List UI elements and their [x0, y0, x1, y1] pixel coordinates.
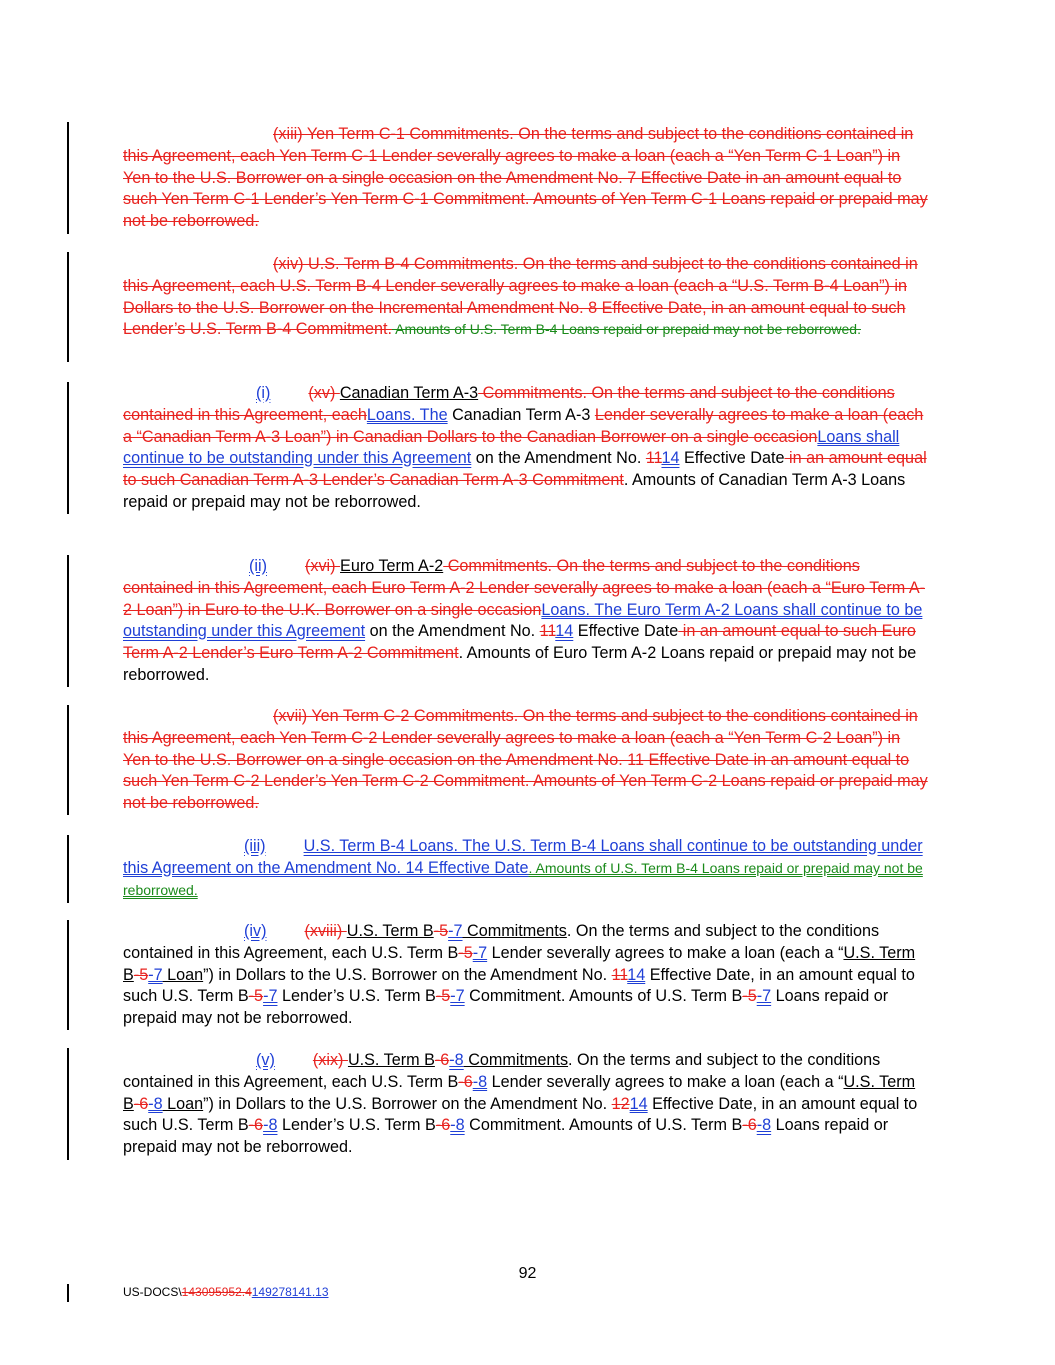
- paragraph-us-term-b4-loans: [123, 836, 928, 901]
- deleted-heading: (xiii) Yen Term C-1 Commitments: [273, 125, 510, 143]
- inserted-text: Loans shall continue to be outstanding under this Agreement: [123, 427, 900, 468]
- page-number: 92: [518, 1265, 537, 1282]
- deleted-number: (xv): [308, 384, 340, 402]
- deleted-number: (xvi): [304, 557, 341, 575]
- inserted-text: Loans. The Euro Term A-2 Loans shall continue to be outstanding under this Agreement: [123, 600, 923, 641]
- defined-term: U.S. Term B: [123, 1072, 916, 1113]
- body-text: Lender’s U.S. Term B: [277, 1116, 436, 1135]
- paragraph-yen-term-c2: [123, 706, 928, 815]
- change-bar: [67, 1048, 69, 1160]
- deleted-text: . On the terms and subject to the conditions contained in this Agreement, each Yen Term C-2 Lender severally agrees to make a loan (each a “Yen Term C-2 Loan”) in Yen to the U.S. Borrower on a single occasion on the Amendment No. 11 Effective Date in an amount equal to such Yen Term C-2 Lender’s Yen Term C-2 Commitment. Amounts of Yen Term C-2 Loans repaid or prepaid may not be reborrowed.: [123, 707, 928, 813]
- deleted-heading: (xvii) Yen Term C-2 Commitments: [273, 707, 514, 725]
- section-title: Commitments: [463, 1051, 569, 1069]
- body-text: . Amounts of Euro Term A-2 Loans repaid or prepaid may not be reborrowed.: [123, 644, 917, 684]
- deleted-amendment-number: 11: [539, 622, 556, 641]
- body-text: Loans repaid or prepaid may not be reborrowed.: [123, 987, 889, 1028]
- body-text: Lender’s U.S. Term B: [277, 987, 436, 1006]
- deleted-text: . On the terms and subject to the conditions contained in this Agreement, each U.S. Term B-4 Lender severally agrees to make a loan (each a “U.S. Term B-4 Loan”) in Dollars to the U.S. Borrower on the Incremental Amendment No. 8 Effective Date, in an amount equal to such Lender’s U.S. Term B-4 Commitment.: [123, 255, 918, 339]
- change-bar: [67, 122, 69, 234]
- deleted-tranche: -5: [133, 965, 149, 984]
- body-text: Effective Date: [573, 622, 679, 641]
- deleted-tranche: -5: [742, 987, 757, 1006]
- defined-term: Loan: [162, 965, 204, 984]
- moved-from-text: Amounts of U.S. Term B-4 Loans repaid or prepaid may not be reborrowed.: [391, 321, 861, 338]
- change-bar: [67, 835, 69, 903]
- deleted-number: (xviii): [304, 922, 347, 940]
- body-text: . Amounts of Canadian Term A-3 Loans repaid or prepaid may not be reborrowed.: [123, 471, 906, 511]
- section-title: Commitments: [462, 922, 567, 940]
- inserted-tranche: -7: [448, 922, 463, 940]
- inserted-amendment-number: 14: [661, 449, 680, 468]
- body-text: Canadian Term A-3: [447, 405, 595, 424]
- deleted-tranche: -5: [433, 922, 449, 940]
- deleted-text: Lender severally agrees to make a loan (each a “Canadian Term A-3 Loan”) in Canadian Dollars to the Canadian Borrower on a single occasion: [123, 405, 924, 446]
- section-number: (iii): [244, 837, 266, 855]
- body-text: ”) in Dollars to the U.S. Borrower on the Amendment No.: [203, 965, 612, 984]
- inserted-text: Loans. The: [366, 405, 448, 424]
- deleted-text: Commitments. On the terms and subject to the conditions contained in this Agreement, each Euro Term A-2 Lender severally agrees to make a loan (each a “Euro Term A-2 Loan”) in Euro to the U.K. Borrower on a single occasion: [123, 557, 926, 619]
- deleted-tranche: -5: [248, 987, 264, 1006]
- inserted-tranche: -7: [756, 987, 772, 1006]
- inserted-tranche: -8: [449, 1051, 464, 1069]
- change-bar: [67, 1284, 69, 1302]
- body-text: Loans repaid or prepaid may not be reborrowed.: [123, 1116, 889, 1157]
- inserted-tranche: -8: [450, 1116, 465, 1135]
- inserted-tranche: -8: [263, 1116, 278, 1135]
- deleted-tranche: -6: [742, 1116, 757, 1135]
- inserted-tranche: -7: [148, 965, 163, 984]
- section-number: (iv): [244, 922, 267, 940]
- inserted-amendment-number: 14: [627, 965, 646, 984]
- deleted-amendment-number: 11: [645, 449, 662, 468]
- inserted-tranche: -8: [472, 1072, 488, 1091]
- deleted-tranche: -5: [458, 943, 473, 962]
- moved-to-text: . Amounts of U.S. Term B-4 Loans repaid or prepaid may not be reborrowed.: [123, 859, 923, 898]
- inserted-text: U.S. Term B-4 Loans. The U.S. Term B-4 Loans shall continue to be outstanding under this Agreement on the Amendment No. 14 Effective Date: [123, 837, 923, 877]
- paragraph-canadian-term-a3: [123, 383, 928, 514]
- deleted-tranche: -6: [248, 1116, 264, 1135]
- footer-prefix: US-DOCS\: [123, 1285, 182, 1299]
- body-text: . On the terms and subject to the conditions contained in this Agreement, each U.S. Term B: [123, 922, 880, 962]
- paragraph-us-term-b7: [123, 921, 928, 1030]
- body-text: Effective Date: [679, 449, 785, 468]
- section-title: Canadian Term A-3: [339, 384, 479, 402]
- paragraph-yen-term-c1: [123, 124, 928, 233]
- deleted-text: in an amount equal to such Canadian Term A-3 Lender’s Canadian Term A-3 Commitment: [123, 449, 927, 490]
- deleted-amendment-number: 11: [611, 965, 628, 984]
- deleted-tranche: -6: [435, 1116, 451, 1135]
- deleted-tranche: -5: [435, 987, 451, 1006]
- paragraph-us-term-b4-commitments: [123, 254, 928, 341]
- body-text: Lender severally agrees to make a loan (each a “: [487, 943, 844, 962]
- body-text: ”) in Dollars to the U.S. Borrower on the Amendment No.: [203, 1094, 612, 1113]
- deleted-document-id: 143095952.4: [181, 1285, 252, 1299]
- deleted-amendment-number: 12: [611, 1094, 630, 1113]
- change-bar: [67, 555, 69, 687]
- section-number: (i): [256, 384, 271, 402]
- deleted-text: in an amount equal to such Euro Term A-2 Lender’s Euro Term A-2 Commitment: [123, 622, 916, 663]
- document-id-footer: [123, 1285, 329, 1299]
- deleted-text: . On the terms and subject to the conditions contained in this Agreement, each Yen Term C-1 Lender severally agrees to make a loan (each a “Yen Term C-1 Loan”) in Yen to the U.S. Borrower on a single occasion on the Amendment No. 7 Effective Date in an amount equal to such Yen Term C-1 Lender’s Yen Term C-1 Commitment. Amounts of Yen Term C-1 Loans repaid or prepaid may not be reborrowed.: [123, 125, 928, 231]
- change-bar: [67, 382, 69, 514]
- inserted-amendment-number: 14: [629, 1094, 648, 1113]
- inserted-document-id: 149278141.13: [251, 1285, 329, 1299]
- paragraph-euro-term-a2: [123, 556, 928, 687]
- deleted-tranche: -6: [133, 1094, 149, 1113]
- deleted-heading: (xiv) U.S. Term B-4 Commitments: [273, 255, 514, 273]
- inserted-tranche: -8: [148, 1094, 163, 1113]
- deleted-tranche: -6: [458, 1072, 473, 1091]
- body-text: on the Amendment No.: [471, 449, 646, 468]
- defined-term: U.S. Term B: [123, 943, 916, 984]
- defined-term: Loan: [162, 1094, 204, 1113]
- section-title: Euro Term A-2: [340, 557, 444, 575]
- body-text: Effective Date, in an amount equal to such U.S. Term B: [123, 965, 915, 1006]
- inserted-tranche: -7: [263, 987, 278, 1006]
- paragraph-us-term-b8: [123, 1050, 928, 1159]
- inserted-tranche: -7: [450, 987, 465, 1006]
- body-text: Commitment. Amounts of U.S. Term B: [464, 1116, 743, 1135]
- deleted-tranche: -6: [434, 1051, 450, 1069]
- section-number: (ii): [249, 557, 267, 575]
- body-text: Commitment. Amounts of U.S. Term B: [464, 987, 743, 1006]
- section-title: U.S. Term B: [347, 1051, 435, 1069]
- section-number: (v): [256, 1051, 275, 1069]
- inserted-tranche: -8: [756, 1116, 772, 1135]
- change-bar: [67, 705, 69, 815]
- body-text: Lender severally agrees to make a loan (each a “: [487, 1072, 844, 1091]
- change-bar: [67, 920, 69, 1030]
- body-text: on the Amendment No.: [365, 622, 540, 641]
- section-title: U.S. Term B: [346, 922, 434, 940]
- inserted-amendment-number: 14: [555, 622, 574, 641]
- change-bar: [67, 252, 69, 362]
- inserted-tranche: -7: [472, 943, 488, 962]
- body-text: Effective Date, in an amount equal to such U.S. Term B: [123, 1094, 918, 1135]
- body-text: . On the terms and subject to the conditions contained in this Agreement, each U.S. Term B: [123, 1051, 881, 1091]
- deleted-text: Commitments. On the terms and subject to the conditions contained in this Agreement, each: [123, 384, 895, 424]
- deleted-number: (xix): [312, 1051, 348, 1069]
